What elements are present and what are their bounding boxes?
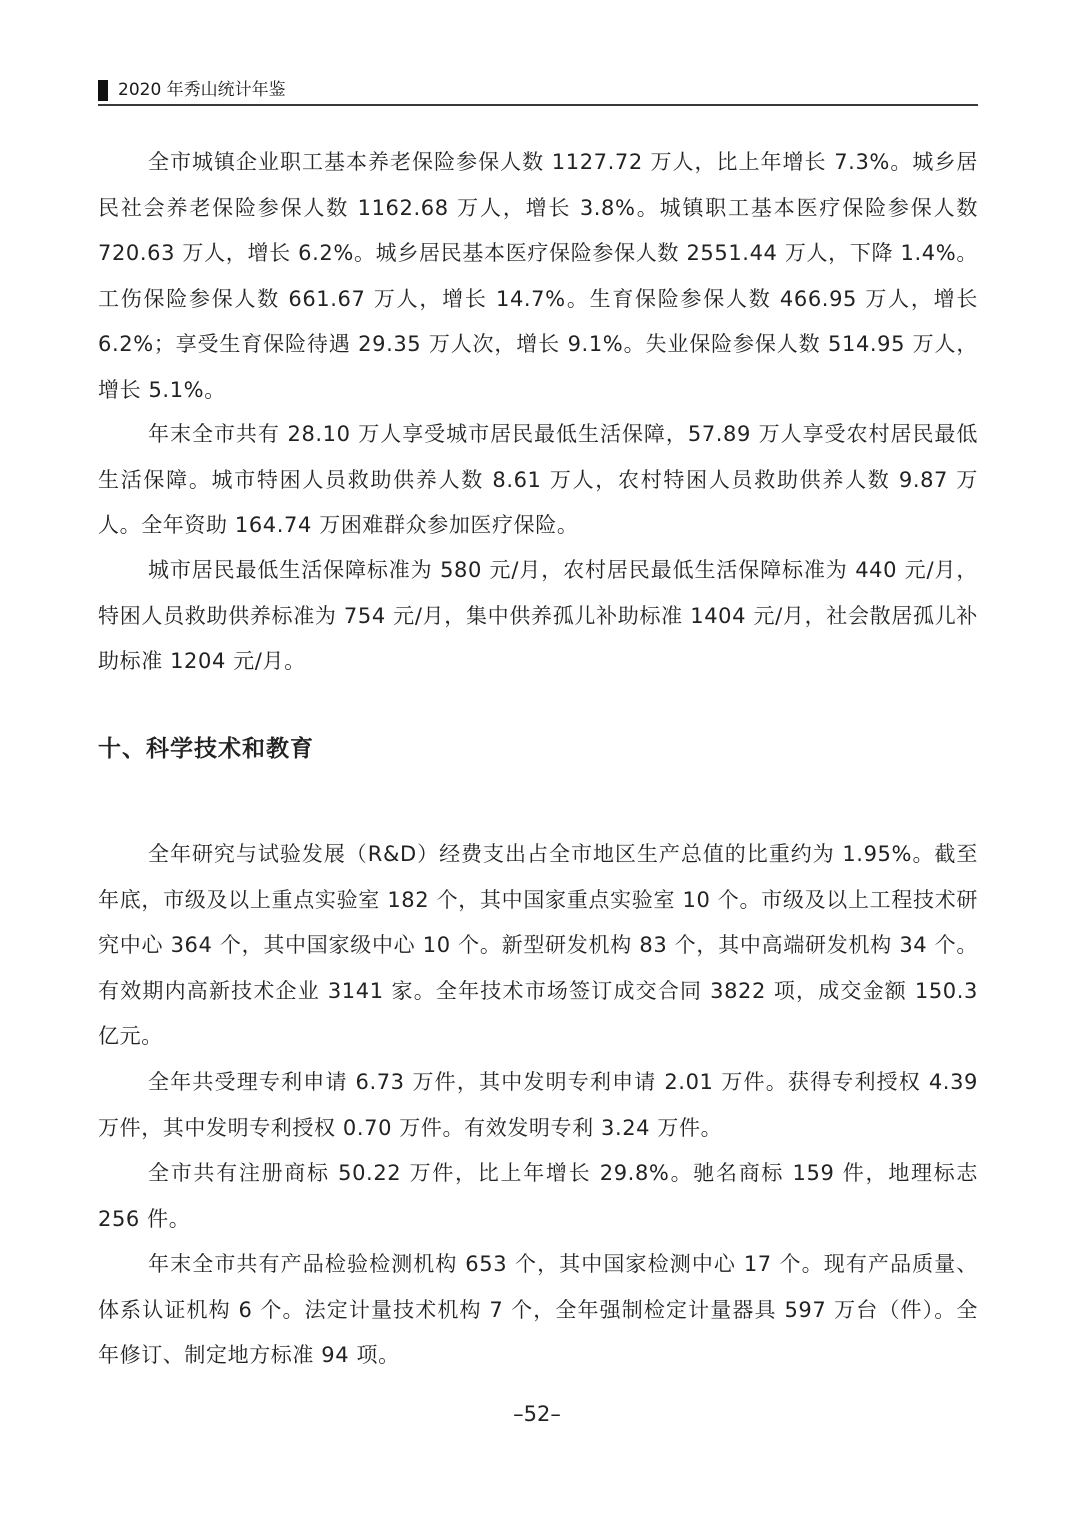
section-heading-science-education: 十、科学技术和教育	[98, 736, 314, 762]
paragraph-inspection-standards: 年末全市共有产品检验检测机构 653 个，其中国家检测中心 17 个。现有产品质量、体系认证机构 6 个。法定计量技术机构 7 个，全年强制检定计量器具 597 万台（件）。全年修订、制定地方标准 94 项。	[98, 1252, 978, 1367]
paragraph-assistance-standards: 城市居民最低生活保障标准为 580 元/月，农村居民最低生活保障标准为 440 元/月，特困人员救助供养标准为 754 元/月，集中供养孤儿补助标准 1404 元/月，社会散居孤儿补助标准 1204 元/月。	[98, 558, 978, 673]
header-marker-bar	[98, 80, 108, 101]
page-number: –52–	[513, 1402, 561, 1426]
yearbook-title: 2020 年秀山统计年鉴	[118, 80, 286, 100]
paragraph-trademarks: 全市共有注册商标 50.22 万件，比上年增长 29.8%。驰名商标 159 件，地理标志 256 件。	[98, 1161, 978, 1231]
paragraph-patents: 全年共受理专利申请 6.73 万件，其中发明专利申请 2.01 万件。获得专利授权 4.39 万件，其中发明专利授权 0.70 万件。有效发明专利 3.24 万件。	[98, 1070, 978, 1140]
paragraph-social-insurance: 全市城镇企业职工基本养老保险参保人数 1127.72 万人，比上年增长 7.3%。城乡居民社会养老保险参保人数 1162.68 万人，增长 3.8%。城镇职工基本医疗保险参保人数 720.63 万人，增长 6.2%。城乡居民基本医疗保险参保人数 2551.44 万人，下降 1.4%。工伤保险参保人数 661.67 万人，增长 14.7%。生育保险参保人数 466.95 万人，增长 6.2%；享受生育保险待遇 29.35 万人次，增长 9.1%。失业保险参保人数 514.95 万人，增长 5.1%。	[98, 150, 978, 402]
paragraph-minimum-living-guarantee: 年末全市共有 28.10 万人享受城市居民最低生活保障，57.89 万人享受农村居民最低生活保障。城市特困人员救助供养人数 8.61 万人，农村特困人员救助供养人数 9.87 万人。全年资助 164.74 万困难群众参加医疗保险。	[98, 422, 978, 537]
paragraph-research-development: 全年研究与试验发展（R&D）经费支出占全市地区生产总值的比重约为 1.95%。截至年底，市级及以上重点实验室 182 个，其中国家重点实验室 10 个。市级及以上工程技术研究中心 364 个，其中国家级中心 10 个。新型研发机构 83 个，其中高端研发机构 34 个。有效期内高新技术企业 3141 家。全年技术市场签订成交合同 3822 项，成交金额 150.3 亿元。	[98, 842, 978, 1048]
running-header	[98, 78, 978, 106]
